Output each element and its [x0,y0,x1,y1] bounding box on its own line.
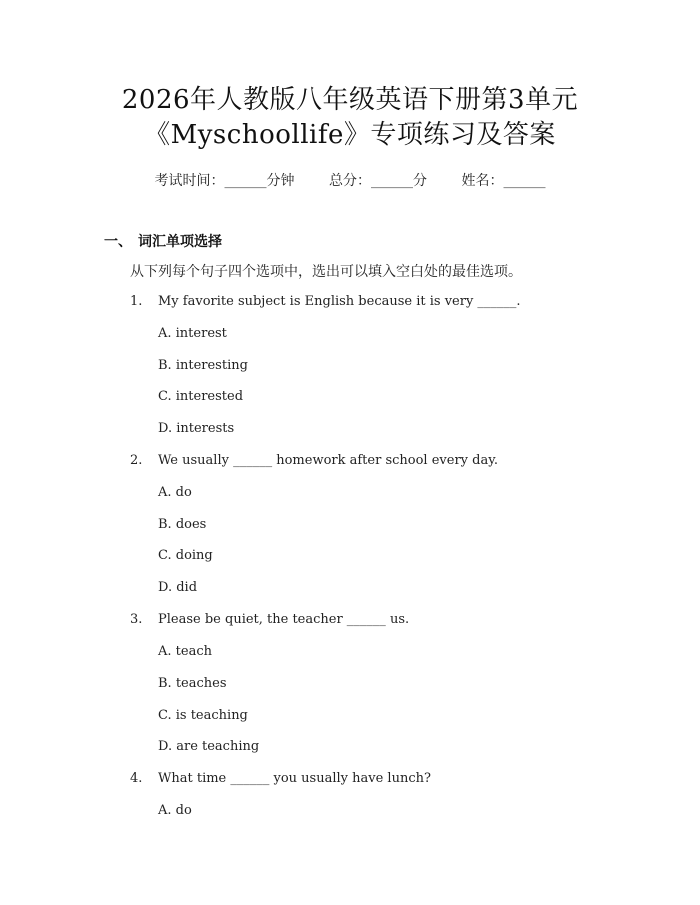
question-text: What time ______ you usually have lunch? [158,771,431,786]
section-instruction: 从下列每个句子四个选项中，选出可以填入空白处的最佳选项。 [130,264,522,280]
option-3a: A. teach [158,644,212,659]
option-3d: D. are teaching [158,739,260,754]
option-2a: A. do [158,485,192,500]
option-4a: A. do [158,803,192,818]
option-1a: A. interest [158,326,227,341]
option-2d: D. did [158,580,198,595]
option-1c: C. interested [158,389,244,404]
option-3c: C. is teaching [158,708,248,723]
section-number: 一、 [104,234,132,250]
question-text: Please be quiet, the teacher ______ us. [158,612,410,627]
exam-meta [0,170,700,190]
page-title-line-2: 《Myschoollife》专项练习及答案 [144,120,556,150]
question-number: 4. [130,771,143,786]
question-number: 3. [130,612,143,627]
exam-time-field: 考试时间：______分钟 [154,173,295,189]
question-number: 1. [130,294,143,309]
option-3b: B. teaches [158,676,227,691]
question-number: 2. [130,453,143,468]
total-score-field: 总分：______分 [329,173,427,189]
section-title: 词汇单项选择 [138,234,222,250]
section-heading [104,231,222,251]
option-2c: C. doing [158,548,213,563]
option-1b: B. interesting [158,358,248,373]
page-title-line-1: 2026年人教版八年级英语下册第3单元 [121,85,579,115]
option-2b: B. does [158,517,207,532]
student-name-field: 姓名：______ [461,173,546,189]
question-text: We usually ______ homework after school every day. [158,453,498,468]
option-1d: D. interests [158,421,235,436]
question-text: My favorite subject is English because it is very ______. [158,294,521,309]
